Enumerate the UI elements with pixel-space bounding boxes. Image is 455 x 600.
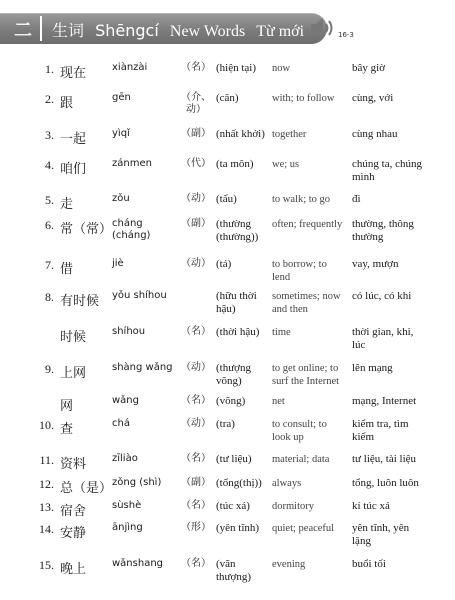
word-hanzi: 资料	[60, 457, 87, 472]
word-hanzi: 咱们	[60, 162, 87, 177]
word-hanviet: (hữu thời hậu)	[216, 290, 257, 315]
word-english: we; us	[272, 159, 300, 170]
word-english: to walk; to go	[272, 194, 331, 205]
title-vi: Từ mới	[256, 23, 305, 40]
word-english: evening	[272, 559, 306, 570]
banner-divider	[40, 16, 42, 41]
word-vietnamese: có lúc, có khi	[352, 290, 412, 302]
word-hanzi: 有时候	[60, 294, 100, 309]
word-part-of-speech: （动）	[181, 418, 211, 429]
word-hanviet: (nhất khởi)	[216, 128, 265, 140]
word-pinyin: gēn	[112, 92, 131, 103]
word-number: 9.	[45, 362, 54, 376]
word-part-of-speech: （名）	[181, 453, 211, 464]
word-pinyin: zǒng (shì)	[112, 477, 162, 488]
word-part-of-speech: （副）	[181, 128, 211, 139]
word-hanzi: 网	[60, 399, 74, 414]
word-hanviet: (vãn thượng)	[216, 558, 251, 583]
word-hanviet: (thượng võng)	[216, 362, 251, 387]
word-hanviet: (yên tĩnh)	[216, 522, 260, 534]
track-number: 16-3	[338, 31, 354, 39]
word-english: to get online; to surf the Internet	[272, 363, 340, 387]
word-hanviet: (tư liệu)	[216, 453, 252, 465]
word-hanzi: 一起	[60, 132, 87, 147]
word-vietnamese: thời gian, khi, lúc	[352, 326, 414, 351]
word-hanviet: (tẩu)	[216, 193, 237, 205]
word-vietnamese: cùng nhau	[352, 128, 398, 140]
word-number: 15.	[39, 558, 54, 572]
word-part-of-speech: （动）	[181, 193, 211, 204]
word-english: time	[272, 327, 291, 338]
word-english: now	[272, 63, 291, 74]
word-english: net	[272, 396, 285, 407]
word-english: dormitory	[272, 501, 314, 512]
word-number: 6.	[45, 218, 54, 232]
word-hanviet: (tá)	[216, 258, 232, 270]
word-hanzi: 查	[60, 422, 74, 437]
word-english: with; to follow	[272, 93, 335, 104]
word-hanviet: (căn)	[216, 92, 239, 104]
word-hanzi: 宿舍	[60, 504, 87, 519]
word-hanzi: 走	[60, 197, 74, 212]
word-english: sometimes; now and then	[272, 291, 341, 315]
word-hanzi: 上网	[60, 366, 87, 381]
word-part-of-speech: （名）	[181, 500, 211, 511]
section-title	[52, 18, 310, 41]
word-hanviet: (hiện tại)	[216, 62, 257, 74]
word-hanzi: 常（常）	[60, 222, 113, 237]
word-pinyin: jiè	[112, 258, 124, 269]
word-vietnamese: yên tĩnh, yên lặng	[352, 522, 410, 547]
word-number: 11.	[39, 453, 54, 467]
word-vietnamese: buổi tối	[352, 558, 386, 570]
word-vietnamese: lên mạng	[352, 362, 393, 374]
word-number: 3.	[45, 128, 54, 142]
word-hanzi: 借	[60, 262, 74, 277]
word-number: 2.	[45, 92, 54, 106]
word-pinyin: xiànzài	[112, 62, 148, 73]
word-english: to consult; to look up	[272, 419, 327, 443]
word-pinyin: yìqǐ	[112, 128, 130, 139]
word-hanviet: (thời hậu)	[216, 326, 260, 338]
word-hanzi: 晚上	[60, 562, 87, 577]
word-pinyin: shíhou	[112, 326, 146, 337]
word-hanzi: 跟	[60, 96, 74, 111]
word-pinyin: yǒu shíhou	[112, 290, 167, 301]
speaker-icon[interactable]	[308, 15, 336, 41]
word-part-of-speech: （动）	[181, 362, 211, 373]
word-part-of-speech: （名）	[181, 558, 211, 569]
word-vietnamese: thường, thông thường	[352, 218, 414, 243]
word-pinyin: sùshè	[112, 500, 142, 511]
word-vietnamese: kiểm tra, tìm kiếm	[352, 418, 409, 443]
word-hanzi: 总（是）	[60, 481, 113, 496]
word-vietnamese: kí túc xá	[352, 500, 390, 512]
word-number: 12.	[39, 477, 54, 491]
word-vietnamese: vay, mượn	[352, 258, 399, 270]
word-part-of-speech: （介、 动）	[181, 92, 211, 115]
word-vietnamese: chúng ta, chúng mình	[352, 158, 422, 183]
title-zh: 生词	[52, 21, 85, 40]
word-pinyin: zánmen	[112, 158, 152, 169]
word-pinyin: ānjìng	[112, 522, 143, 533]
word-part-of-speech: （名）	[181, 395, 211, 406]
word-pinyin: wǎnshang	[112, 558, 164, 569]
word-hanviet: (tra)	[216, 418, 235, 430]
word-part-of-speech: （代）	[181, 158, 211, 169]
word-vietnamese: tổng, luôn luôn	[352, 477, 419, 489]
word-number: 14.	[39, 522, 54, 536]
word-pinyin: wǎng	[112, 395, 139, 406]
word-vietnamese: cùng, với	[352, 92, 394, 104]
word-part-of-speech: （副）	[181, 477, 211, 488]
title-pinyin: Shēngcí	[95, 21, 159, 40]
word-english: together	[272, 129, 307, 140]
word-part-of-speech: （形）	[181, 522, 211, 533]
word-english: always	[272, 478, 302, 489]
word-number: 4.	[45, 158, 54, 172]
word-hanzi: 现在	[60, 66, 87, 81]
word-number: 5.	[45, 193, 54, 207]
word-part-of-speech: （动）	[181, 258, 211, 269]
word-pinyin: chá	[112, 418, 130, 429]
word-hanviet: (ta môn)	[216, 158, 254, 170]
word-pinyin: shàng wǎng	[112, 362, 173, 373]
word-hanviet: (thường (thường))	[216, 218, 259, 243]
title-en: New Words	[169, 23, 246, 40]
word-pinyin: zīliào	[112, 453, 138, 464]
word-vietnamese: đi	[352, 193, 361, 205]
word-pinyin: cháng (cháng)	[112, 218, 151, 241]
word-vietnamese: tư liệu, tài liệu	[352, 453, 417, 465]
word-hanviet: (túc xá)	[216, 500, 250, 512]
word-english: quiet; peaceful	[272, 523, 335, 534]
word-part-of-speech: （副）	[181, 218, 211, 229]
word-hanzi: 时候	[60, 330, 87, 345]
section-number: 二	[14, 20, 32, 41]
word-number: 13.	[39, 500, 54, 514]
word-vietnamese: mạng, Internet	[352, 395, 417, 407]
word-part-of-speech: （名）	[181, 62, 211, 73]
word-english: to borrow; to lend	[272, 259, 327, 283]
word-hanzi: 安静	[60, 526, 87, 541]
word-hanviet: (tổng(thị))	[216, 477, 262, 489]
word-vietnamese: bây giờ	[352, 62, 386, 74]
word-hanviet: (võng)	[216, 395, 246, 407]
word-pinyin: zǒu	[112, 193, 130, 204]
word-number: 1.	[45, 62, 54, 76]
word-number: 10.	[39, 418, 54, 432]
section-banner	[0, 13, 327, 44]
word-english: often; frequently	[272, 219, 343, 230]
word-english: material; data	[272, 454, 330, 465]
word-number: 7.	[45, 258, 54, 272]
word-number: 8.	[45, 290, 54, 304]
word-part-of-speech: （名）	[181, 326, 211, 337]
